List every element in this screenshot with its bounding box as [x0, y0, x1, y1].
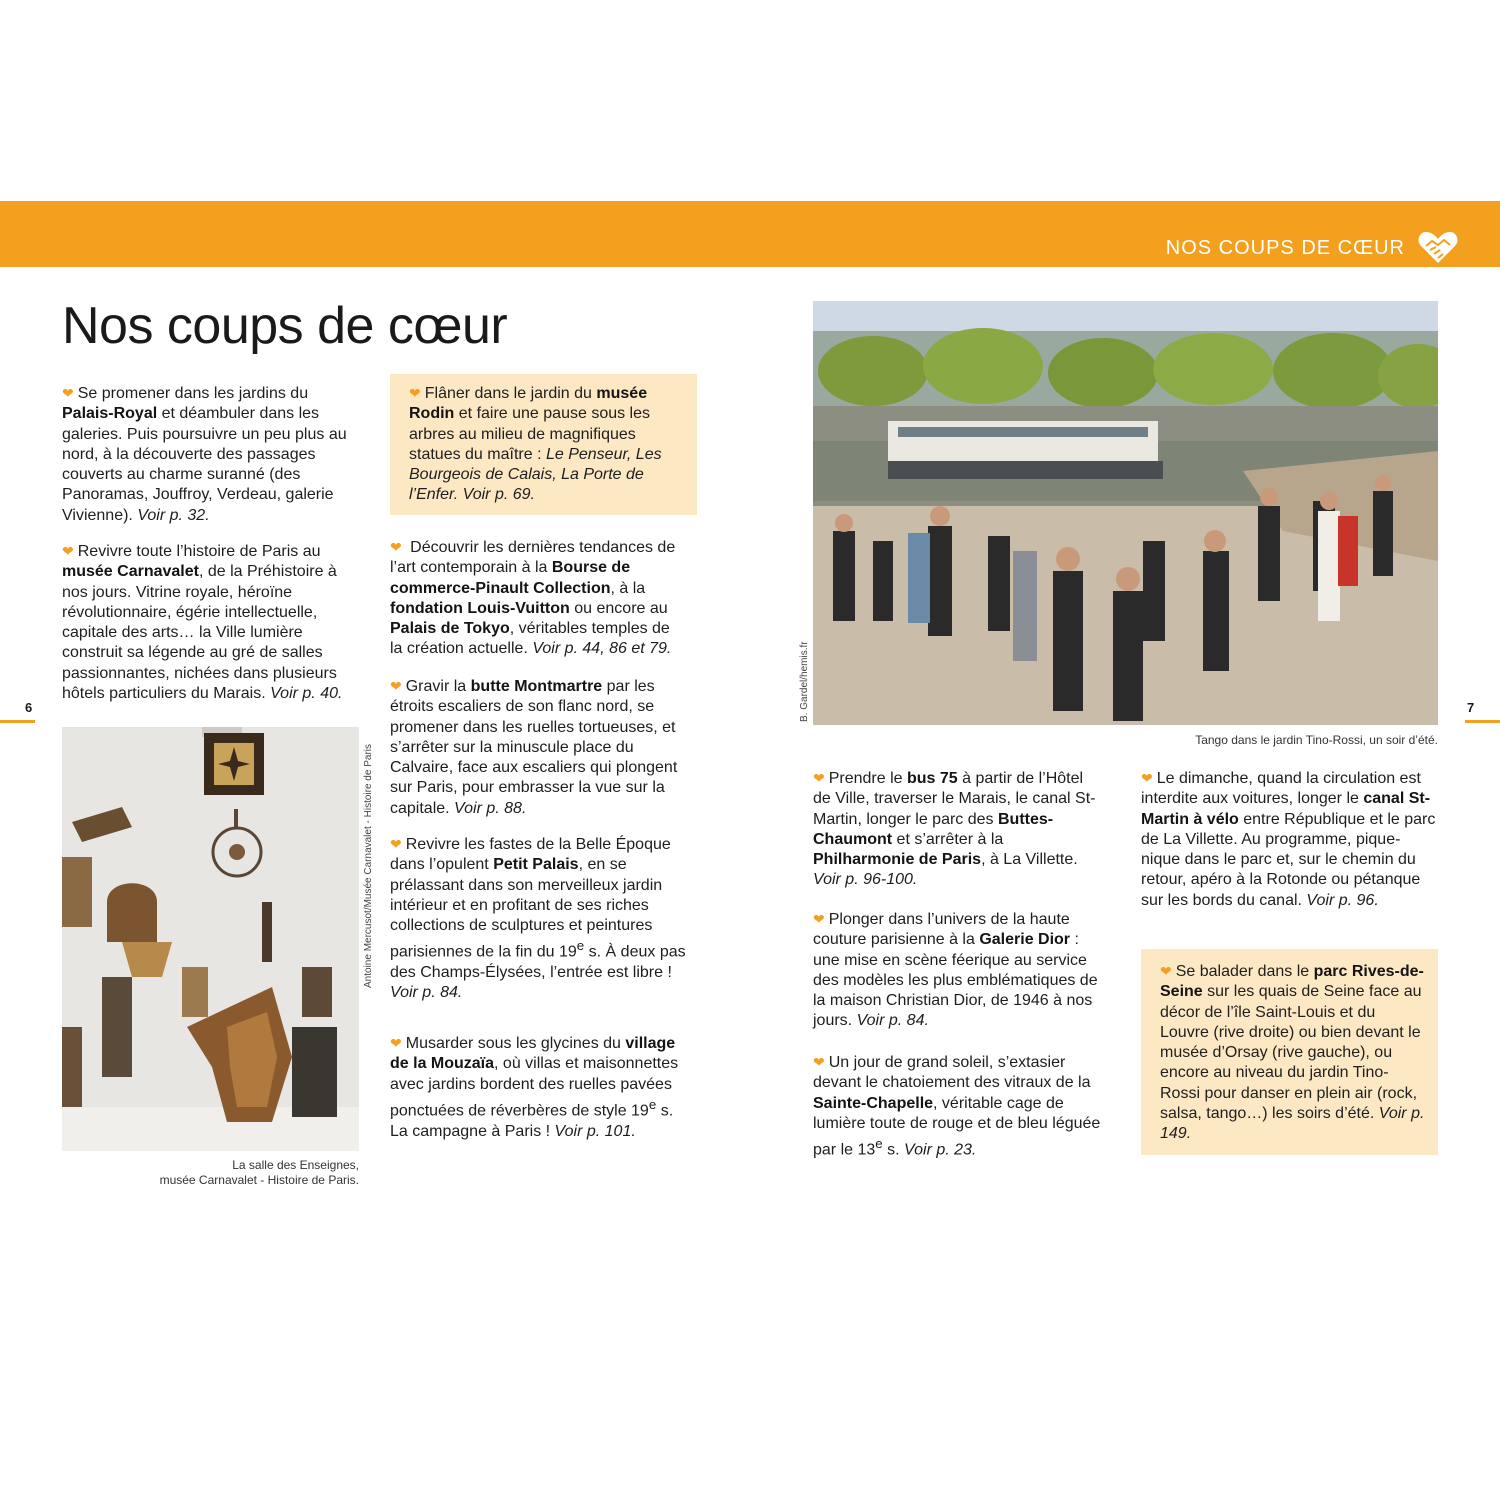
photo-credit-carnavalet: Antoine Mercusot/Musée Carnavalet - Histoire de Paris [363, 744, 374, 988]
tip-text: ou encore au [569, 599, 668, 617]
tip-text: Se balader dans le [1175, 963, 1314, 980]
caption-line: musée Carnavalet - Histoire de Paris. [159, 1173, 359, 1187]
tip-highlight: Galerie Dior [979, 931, 1071, 949]
heart-icon: ❤ [409, 385, 421, 401]
tip-text: , à La Villette. [981, 851, 1078, 869]
right-page-tab [1465, 720, 1500, 723]
section-title: NOS COUPS DE CŒUR [1165, 237, 1405, 259]
superscript: e [875, 1136, 883, 1152]
photo-caption-tango: Tango dans le jardin Tino-Rossi, un soir d’été. [1195, 733, 1438, 747]
tip-highlight: canal St-Martin à vélo [1141, 790, 1431, 828]
tip-text: et s’arrêter à la [892, 830, 1004, 848]
handshake-heart-icon [1417, 229, 1459, 265]
tip-highlight: Bourse de commerce-Pinault Collection [390, 559, 631, 597]
shop-signs-illustration [62, 727, 359, 1151]
tip-highlight: village de la Mouzaïa [390, 1035, 676, 1073]
tip-carnavalet [62, 541, 360, 704]
superscript: e [648, 1096, 657, 1112]
tip-text: Flâner dans le jardin du [424, 385, 597, 402]
photo-salle-des-enseignes [62, 727, 359, 1151]
heart-icon: ❤ [62, 385, 74, 401]
tip-highlight: Petit Palais [493, 856, 579, 874]
tip-galerie-dior [813, 909, 1105, 1032]
page-reference: Voir p. 69. [458, 486, 535, 504]
tip-text: et déambuler dans les galeries. Puis poursuivre un peu plus au nord, à la découverte des passages couverts au charme suranné (des Panoramas, Jouffroy, Verdeau, galerie Vivienne). [62, 405, 347, 524]
page-reference: Voir p. 96. [1306, 891, 1379, 909]
tip-italic: Le Penseur, Les Bourgeois de Calais, La Porte de l’Enfer. [409, 445, 662, 504]
tip-text: , véritable cage de lumière toute de rouge et de bleu léguée par le 13 [813, 1094, 1101, 1159]
tip-highlight: butte Montmartre [470, 678, 603, 695]
photo-credit-tango: B. Gardel/hemis.fr [799, 641, 810, 722]
tip-sainte-chapelle [813, 1052, 1105, 1161]
caption-line: La salle des Enseignes, [232, 1158, 359, 1172]
heart-icon: ❤ [1160, 963, 1172, 979]
tip-highlight: musée Carnavalet [62, 563, 199, 581]
tip-text: sur les quais de Seine face au décor de l’île Saint-Louis et du Louvre (rive droite) ou bien devant le musée d’Orsay (rive gauche), ou encore au niveau du jardin Tino-Rossi pour danser en plein air (rock, salsa, tango…) les soirs d’été. [1160, 983, 1422, 1123]
heart-icon: ❤ [62, 543, 74, 559]
tip-text: s. À deux pas des Champs-Élysées, l’entrée est libre ! [390, 943, 686, 982]
page-number-left: 6 [25, 700, 33, 715]
tip-bus-75 [813, 768, 1105, 891]
tango-scene-illustration [813, 301, 1438, 725]
tip-text: Plonger dans l’univers de la haute couture parisienne à la [813, 911, 1070, 949]
page-reference: Voir p. 84. [390, 984, 463, 1002]
tip-art-contemporain [390, 537, 686, 660]
heart-icon: ❤ [390, 1035, 402, 1051]
tip-text: entre République et le parc de La Villette. Au programme, pique-nique dans le parc et, sur le chemin du retour, apéro à la Rotonde ou pétanque sur les bords du canal. [1141, 810, 1436, 909]
tip-text: Se promener dans les jardins du [77, 385, 309, 402]
page-reference: Voir p. 149. [1160, 1105, 1425, 1143]
page-reference: Voir p. 96-100. [813, 871, 918, 889]
left-page-tab [0, 720, 35, 723]
page-reference: Voir p. 84. [856, 1012, 929, 1030]
tip-text: , où villas et maisonnettes avec jardins bordent des ruelles pavées ponctuées de réverbères de style 19 [390, 1055, 679, 1120]
tip-text: s. La campagne à Paris ! [390, 1102, 674, 1140]
tip-text: Le dimanche, quand la circulation est interdite aux voitures, longer le [1141, 770, 1421, 808]
tip-palais-royal [62, 383, 360, 526]
tip-highlight: Palais-Royal [62, 405, 158, 423]
tip-montmartre [390, 676, 686, 819]
tip-text: à partir de l’Hôtel de Ville, traverser le Marais, le canal St-Martin, longer le parc des [813, 770, 1096, 828]
page-reference: Voir p. 88. [454, 799, 527, 817]
tip-rodin [390, 374, 697, 515]
heart-icon: ❤ [813, 770, 825, 786]
page-reference: Voir p. 40. [270, 685, 343, 703]
heart-icon: ❤ [1141, 770, 1153, 786]
tip-text: Prendre le [828, 770, 907, 787]
heart-icon: ❤ [813, 911, 825, 927]
page-title: Nos coups de cœur [62, 297, 508, 355]
tip-text: par les étroits escaliers de son flanc nord, se promener dans les ruelles tortueuses, et s’arrêter sur la minuscule place du Calvaire, face aux escaliers qui plongent sur Paris, pour embrasser la vue sur la capitale. [390, 678, 678, 817]
page-reference: Voir p. 101. [554, 1122, 636, 1140]
tip-highlight: fondation Louis-Vuitton [390, 599, 570, 617]
page-reference: Voir p. 32. [137, 506, 210, 524]
tip-text: Un jour de grand soleil, s’extasier devant le chatoiement des vitraux de la [813, 1054, 1091, 1092]
heart-icon: ❤ [390, 539, 402, 555]
tip-text: Découvrir les dernières tendances de l’art contemporain à la [390, 539, 676, 577]
heart-icon: ❤ [390, 836, 402, 852]
tip-highlight: parc Rives-de-Seine [1160, 963, 1424, 1001]
heart-icon: ❤ [390, 678, 402, 694]
tip-text: s. [882, 1141, 905, 1159]
tip-mouzaia [390, 1033, 686, 1142]
tip-petit-palais [390, 834, 686, 1004]
tip-text: Gravir la [405, 678, 471, 695]
tip-text: , de la Préhistoire à nos jours. Vitrine royale, héroïne révolutionnaire, égérie intellectuelle, capitale des arts… la Ville lumière construit sa légende au gré de salles passionnantes, nichées dans plusieurs hôtels particuliers du Marais. [62, 563, 337, 703]
tip-text: , en se prélassant dans son merveilleux jardin intérieur et en profitant de ses riches collections de sculptures et peintures parisiennes de la fin du 19 [390, 856, 663, 961]
photo-tango-tino-rossi [813, 301, 1438, 725]
tip-text: et faire une pause sous les arbres au milieu de magnifiques statues du maître : [409, 405, 651, 463]
page-number-right: 7 [1467, 700, 1475, 715]
tip-rives-de-seine [1141, 949, 1438, 1155]
tip-highlight: Buttes-Chaumont [813, 810, 1054, 848]
heart-icon: ❤ [813, 1054, 825, 1070]
page-reference: Voir p. 44, 86 et 79. [532, 640, 672, 658]
tip-highlight: Palais de Tokyo [390, 620, 510, 638]
tip-text: , à la [610, 579, 646, 597]
tip-canal-st-martin-velo [1141, 768, 1438, 911]
tip-text: Revivre toute l’histoire de Paris au [77, 543, 321, 560]
tip-highlight: Philharmonie de Paris [813, 851, 982, 869]
tip-text: , véritables temples de la création actuelle. [390, 620, 670, 658]
tip-highlight: musée Rodin [409, 385, 648, 423]
page-reference: Voir p. 23. [904, 1141, 977, 1159]
photo-caption-carnavalet [62, 1158, 359, 1188]
tip-text: Musarder sous les glycines du [405, 1035, 626, 1052]
superscript: e [576, 938, 585, 954]
tip-text: : une mise en scène féerique au service des modèles les plus emblématiques de la maison Christian Dior, de 1946 à nos jours. [813, 931, 1098, 1030]
tip-highlight: bus 75 [907, 770, 958, 787]
tip-text: Revivre les fastes de la Belle Époque dans l’opulent [390, 836, 671, 874]
tip-highlight: Sainte-Chapelle [813, 1094, 934, 1112]
